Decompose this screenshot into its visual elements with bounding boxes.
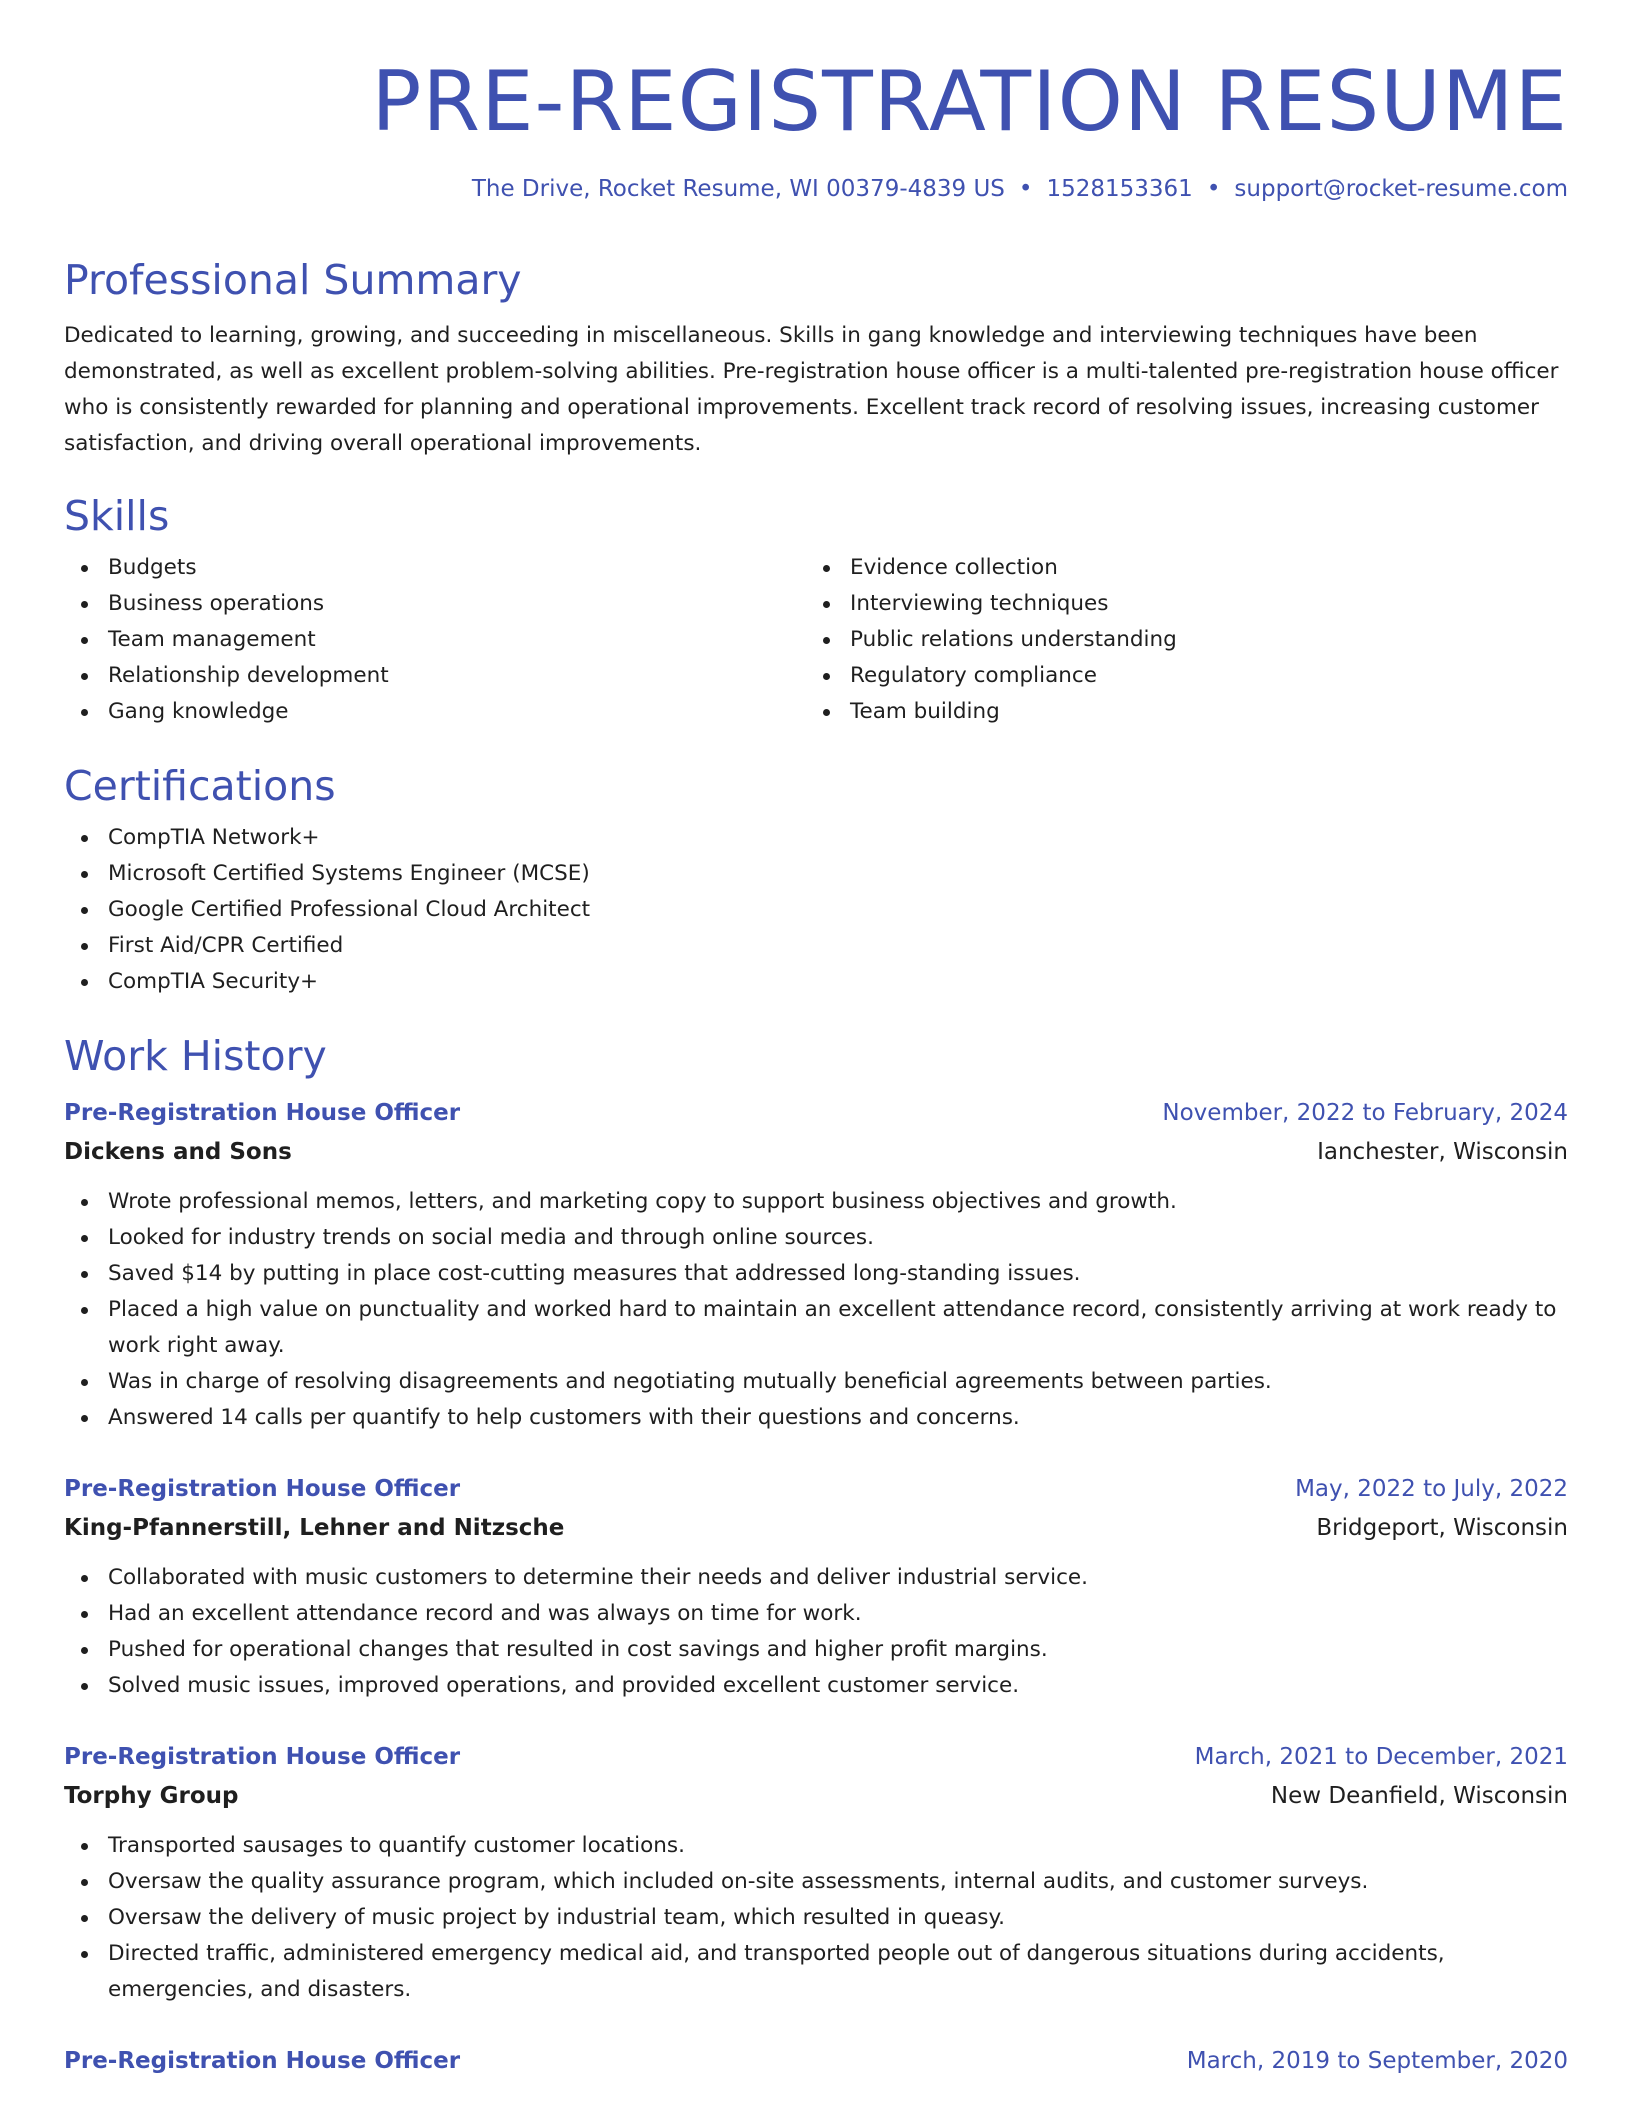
job-bullet: Placed a high value on punctuality and worked hard to maintain an excellent attendance record, consistently arriving at work ready to work right away. — [64, 1292, 1568, 1364]
job-bullet: Looked for industry trends on social media and through online sources. — [64, 1220, 1568, 1256]
certification-item: CompTIA Network+ — [64, 820, 1568, 856]
job-header — [64, 2042, 1568, 2080]
contact-phone[interactable]: 1528153361 — [1046, 176, 1193, 202]
job-header — [64, 1094, 1568, 1132]
skills-list-right — [806, 550, 1548, 730]
job-dates: November, 2022 to February, 2024 — [1162, 1100, 1568, 1126]
skills-grid — [64, 550, 1568, 730]
job-company: Dickens and Sons — [64, 1139, 292, 1165]
job-bullets — [64, 1828, 1568, 2008]
job-subheader — [64, 1508, 1568, 1548]
job-bullet: Collaborated with music customers to determine their needs and deliver industrial service. — [64, 1560, 1568, 1596]
job-title: Pre-Registration House Officer — [64, 1100, 461, 1126]
job-dates: March, 2019 to September, 2020 — [1186, 2048, 1568, 2074]
job-header — [64, 1470, 1568, 1508]
job-subheader — [64, 1776, 1568, 1816]
contact-line — [64, 172, 1568, 206]
job-company: Torphy Group — [64, 1783, 239, 1809]
job-bullets — [64, 1560, 1568, 1704]
job-bullet: Directed traffic, administered emergency medical aid, and transported people out of dangerous situations during accidents, emergencies, and disasters. — [64, 1936, 1568, 2008]
job-bullet: Oversaw the quality assurance program, which included on-site assessments, internal audits, and customer surveys. — [64, 1864, 1568, 1900]
job-bullet: Pushed for operational changes that resulted in cost savings and higher profit margins. — [64, 1632, 1568, 1668]
skill-item: Gang knowledge — [64, 694, 806, 730]
job-title: Pre-Registration House Officer — [64, 1744, 461, 1770]
job-bullet: Was in charge of resolving disagreements and negotiating mutually beneficial agreements between parties. — [64, 1364, 1568, 1400]
job-entry — [64, 1094, 1568, 1436]
job-title: Pre-Registration House Officer — [64, 2048, 461, 2074]
job-company: King-Pfannerstill, Lehner and Nitzsche — [64, 1515, 565, 1541]
skills-column-left — [64, 550, 806, 730]
job-entry — [64, 2042, 1568, 2080]
contact-email[interactable]: support@rocket-resume.com — [1234, 176, 1568, 202]
job-title: Pre-Registration House Officer — [64, 1476, 461, 1502]
job-dates: May, 2022 to July, 2022 — [1295, 1476, 1568, 1502]
job-bullet: Solved music issues, improved operations, and provided excellent customer service. — [64, 1668, 1568, 1704]
job-subheader — [64, 1132, 1568, 1172]
job-bullet: Answered 14 calls per quantify to help customers with their questions and concerns. — [64, 1400, 1568, 1436]
job-location: Ianchester, Wisconsin — [1317, 1139, 1568, 1165]
job-bullets — [64, 1184, 1568, 1436]
certification-item: Google Certified Professional Cloud Architect — [64, 892, 1568, 928]
resume-title: PRE-REGISTRATION RESUME — [371, 53, 1568, 150]
job-location: Bridgeport, Wisconsin — [1316, 1515, 1568, 1541]
job-bullet: Had an excellent attendance record and was always on time for work. — [64, 1596, 1568, 1632]
skill-item: Team management — [64, 622, 806, 658]
skill-item: Budgets — [64, 550, 806, 586]
job-header — [64, 1738, 1568, 1776]
skills-heading: Skills — [64, 492, 170, 540]
certification-item: Microsoft Certified Systems Engineer (MCSE) — [64, 856, 1568, 892]
skill-item: Regulatory compliance — [806, 658, 1548, 694]
job-entry — [64, 1738, 1568, 2008]
skill-item: Public relations understanding — [806, 622, 1548, 658]
summary-heading: Professional Summary — [64, 256, 522, 304]
job-location: New Deanfield, Wisconsin — [1270, 1783, 1568, 1809]
job-dates: March, 2021 to December, 2021 — [1194, 1744, 1568, 1770]
job-entry — [64, 1470, 1568, 1704]
work-history-heading: Work History — [64, 1032, 327, 1080]
certification-item: First Aid/CPR Certified — [64, 928, 1568, 964]
skill-item: Business operations — [64, 586, 806, 622]
skills-list-left — [64, 550, 806, 730]
skill-item: Evidence collection — [806, 550, 1548, 586]
certifications-heading: Certifications — [64, 762, 336, 810]
certifications-list — [64, 820, 1568, 1000]
contact-address: The Drive, Rocket Resume, WI 00379-4839 US — [471, 176, 1005, 202]
skill-item: Interviewing techniques — [806, 586, 1548, 622]
contact-separator: • — [1018, 176, 1033, 202]
skill-item: Team building — [806, 694, 1548, 730]
job-bullet: Transported sausages to quantify customer locations. — [64, 1828, 1568, 1864]
job-bullet: Saved $14 by putting in place cost-cutting measures that addressed long-standing issues. — [64, 1256, 1568, 1292]
contact-separator: • — [1206, 176, 1221, 202]
job-bullet: Wrote professional memos, letters, and marketing copy to support business objectives and growth. — [64, 1184, 1568, 1220]
summary-text: Dedicated to learning, growing, and succeeding in miscellaneous. Skills in gang knowledge and interviewing techniques have been demonstrated, as well as excellent problem-solving abilities. Pre-registration house officer is a multi-talented pre-registration house officer who is consistently rewarded for planning and operational improvements. Excellent track record of resolving issues, increasing customer satisfaction, and driving overall operational improvements. — [64, 323, 1559, 456]
certification-item: CompTIA Security+ — [64, 964, 1568, 1000]
skill-item: Relationship development — [64, 658, 806, 694]
skills-column-right — [806, 550, 1548, 730]
resume-page — [64, 0, 1568, 2112]
job-bullet: Oversaw the delivery of music project by industrial team, which resulted in queasy. — [64, 1900, 1568, 1936]
